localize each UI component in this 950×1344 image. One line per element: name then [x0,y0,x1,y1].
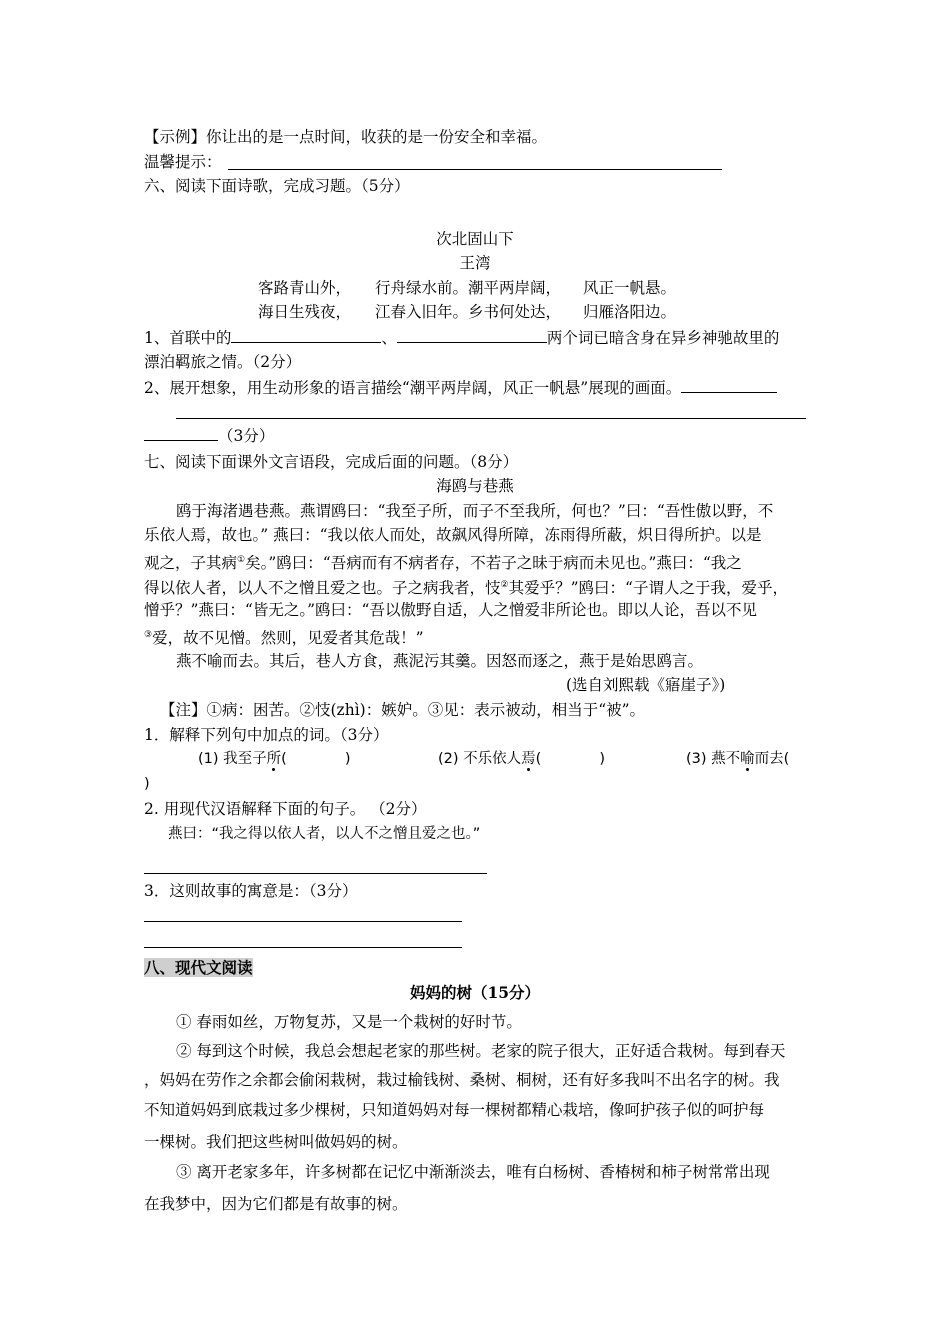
item-1-open: ( [281,751,287,767]
poem-line-1-c: 风正一帆悬。 [583,279,677,297]
hint-answer-line[interactable] [228,169,722,170]
s6-question-1 [144,327,779,349]
passage-line-7: 燕不喻而去。其后，巷人方食，燕泥污其羹。因怒而逐之，燕于是始思鸥言。 [176,652,704,670]
poem-title: 次北固山下 [436,230,514,248]
s6-q2-answer-line[interactable] [176,418,806,419]
s7-q3-answer-line-1[interactable] [144,921,462,922]
s6-q2-text: 2、展开想象，用生动形象的语言描绘“潮平两岸阔，风正一帆悬”展现的画面。 [144,379,682,397]
hint-line [144,151,222,173]
example-text: 【示例】你让出的是一点时间，收获的是一份安全和幸福。 [144,128,548,146]
s7-question-2: 2. 用现代汉语解释下面的句子。 （2分） [144,800,427,818]
s6-q2-blank-2[interactable] [144,426,218,441]
s6-q1-blank-2[interactable] [397,328,547,343]
hint-label: 温馨提示： [144,153,222,171]
section-7-title: 七、阅读下面课外文言语段，完成后面的问题。（8分） [144,453,519,471]
item-1-num: (1) [198,751,219,767]
s7-q1-item-1 [198,748,351,770]
s7-question-1: 1．解释下列句中加点的词。（3分） [144,726,389,744]
item-3-text-post: 而去 [754,751,784,767]
article-para-2-line-1: ② 每到这个时候，我总会想起老家的那些树。老家的院子很大，正好适合栽树。每到春天 [176,1042,786,1060]
item-2-num: (2) [438,751,459,767]
s7-q1-item-3 [686,748,789,770]
article-para-1: ① 春雨如丝，万物复苏，又是一个栽树的好时节。 [176,1013,522,1031]
item-1-close: ) [344,751,351,767]
s7-q1-item-2 [438,748,605,770]
passage-line-3-a: 观之，子其病 [144,554,238,572]
article-title: 妈妈的树（15分） [409,983,541,1002]
section-8-title-text: 八、现代文阅读 [144,958,253,977]
s6-q1-suffix: 两个词已暗含身在异乡神驰故里的 [546,329,780,347]
poem-author: 王湾 [459,254,491,272]
poem-line-2-a: 海日生残夜， [258,303,352,321]
poem-line-2 [258,301,676,323]
s6-q1-separator: 、 [381,329,397,347]
item-2-close: ) [599,751,605,767]
passage-line-4 [144,574,788,599]
poem-line-1-a: 客路青山外， [258,279,352,297]
passage-line-6-text: 爱，故不见憎。然则，见爱者其危哉！” [152,629,424,647]
passage-notes: 【注】①病：困苦。②忮(zhì)：嫉妒。③见：表示被动，相当于“被”。 [160,701,646,719]
passage-line-1: 鸥于海渚遇巷燕。燕谓鸥曰：“我至子所，而子不至我所，何也？”曰：“吾性傲以野，不 [176,502,774,520]
passage-source: (选自刘熙载《寤崖子》) [566,676,726,694]
item-2-text: 不乐依人 [463,751,522,767]
item-2-open: ( [535,751,542,767]
passage-line-5: 憎乎？”燕曰：“皆无之。”鸥曰：“吾以傲野自适，人之憎爱非所论也。即以人论，吾以不见 [144,601,757,619]
passage-title: 海鸥与巷燕 [436,477,514,495]
poem-line-1 [258,277,676,299]
article-para-2-line-2: ，妈妈在劳作之余都会偷闲栽树，栽过榆钱树、桑树、桐树，还有好多我叫不出名字的树。我 [144,1071,780,1089]
poem-line-2-b: 江春入旧年。乡书何处达， [375,303,562,321]
section-6-title: 六、阅读下面诗歌，完成习题。（5分） [144,177,410,195]
item-2-dotted-word: 焉 [521,751,536,767]
passage-line-4-b: 其爱乎？”鸥曰：“子谓人之于我，爱乎， [508,579,788,597]
passage-line-6 [144,624,424,649]
s7-q2-answer-line[interactable] [144,873,487,874]
article-para-2-line-3: 不知道妈妈到底栽过多少棵树，只知道妈妈对每一棵树都精心栽培，像呵护孩子似的呵护每 [144,1101,765,1119]
s7-q3-answer-line-2[interactable] [144,947,462,948]
s6-q2-score: （3分） [218,427,275,445]
s7-question-3: 3．这则故事的寓意是：（3分） [144,882,358,900]
article-para-3-line-1: ③ 离开老家多年，许多树都在记忆中渐渐淡去，唯有白杨树、香椿树和柿子树常常出现 [176,1163,770,1181]
article-para-3-line-2: 在我梦中，因为它们都是有故事的树。 [144,1195,408,1213]
passage-line-2: 乐依人焉，故也。” 燕曰：“我以依人而处，故飙风得所障，冻雨得所蔽，炽日得所护。以是 [144,526,762,544]
s6-q2-blank-1[interactable] [681,378,777,393]
item-1-text: 我至子 [223,751,267,767]
passage-line-3-b: 矣。”鸥曰：“吾病而有不病者存，不若子之昧于病而未见也。”燕曰：“我之 [245,554,742,572]
item-3-num: (3) [686,751,707,767]
s6-q1-prefix: 1、首联中的 [144,329,232,347]
item-3-dotted-word: 喻 [740,751,755,767]
note-marker-3: ③ [144,630,153,640]
item-3-text: 燕不 [711,751,741,767]
item-3-open: ( [783,751,790,767]
poem-line-1-b: 行舟绿水前。潮平两岸阔， [375,279,562,297]
s6-q2-last [144,425,274,447]
passage-line-4-a: 得以依人者，以人不之憎且爱之也。子之病我者，忮 [144,579,501,597]
item-1-dotted-word: 所 [266,751,282,767]
s6-question-2 [144,377,777,399]
passage-line-3 [144,549,742,574]
note-marker-2: ② [500,580,509,590]
note-marker-1: ① [237,555,246,565]
s7-q2-quote: 燕曰：“我之得以依人者，以人不之憎且爱之也。” [168,826,481,842]
article-para-2-line-4: 一棵树。我们把这些树叫做妈妈的树。 [144,1133,408,1151]
poem-line-2-c: 归雁洛阳边。 [583,303,677,321]
s6-q1-blank-1[interactable] [231,328,381,343]
s7-q1-item-3-close: ) [144,776,150,792]
s6-q1-cont: 漂泊羁旅之情。（2分） [144,353,302,371]
section-8-title [144,957,253,979]
